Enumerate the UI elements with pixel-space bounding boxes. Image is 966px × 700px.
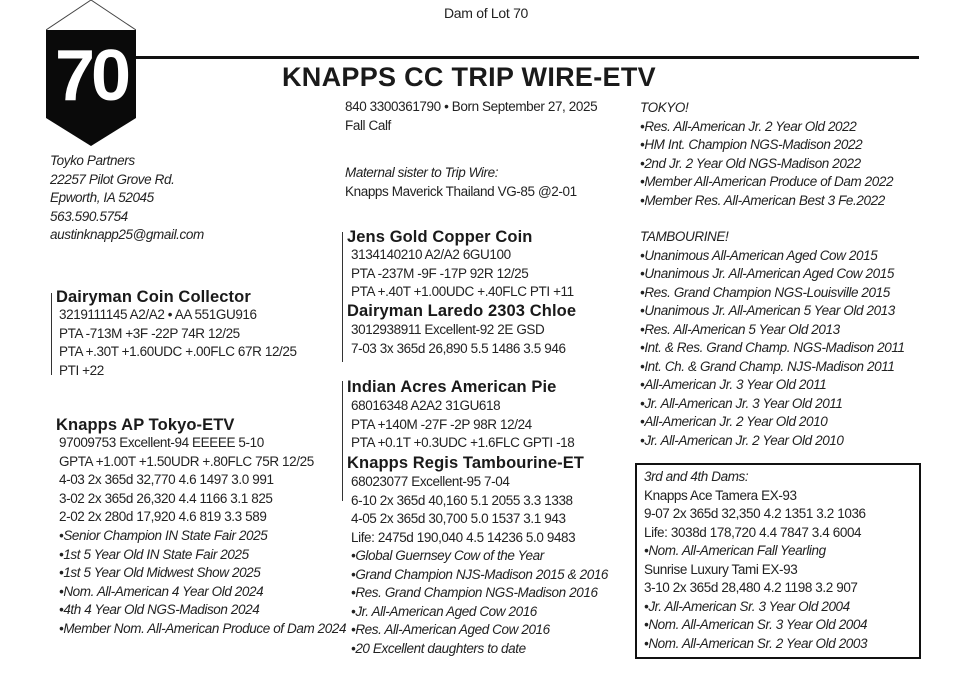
registration-born: 840 3300361790 • Born September 27, 2025 <box>345 99 598 114</box>
dam-dam-honor: •20 Excellent daughters to date <box>351 640 526 656</box>
fourth-dam-honor: •Nom. All-American Sr. 3 Year Old 2004 <box>644 617 868 632</box>
sire-sire-name: Jens Gold Copper Coin <box>347 228 533 246</box>
dam-dam-honor: •Res. All-American Aged Cow 2016 <box>351 622 550 637</box>
tambourine-item: •All-American Jr. 3 Year Old 2011 <box>640 377 827 392</box>
dam-sire-line: PTA +0.1T +0.3UDC +1.6FLC GPTI -18 <box>351 435 575 450</box>
dam-sire-name: Indian Acres American Pie <box>347 378 557 396</box>
dam-dam-honor: •Res. Grand Champion NGS-Madison 2016 <box>351 585 598 600</box>
dam-honor: •Senior Champion IN State Fair 2025 <box>59 528 268 543</box>
dam-dam-line: 6-10 2x 365d 40,160 5.1 2055 3.3 1338 <box>351 492 573 508</box>
sire-side-bracket <box>342 232 343 362</box>
third-fourth-dams <box>644 468 867 653</box>
tambourine-item: •Jr. All-American Jr. 3 Year Old 2011 <box>640 395 843 411</box>
sire-dam-details <box>351 321 566 358</box>
sire-sire-line: 3134140210 A2/A2 6GU100 <box>351 247 511 262</box>
tokyo-item: •Member Res. All-American Best 3 Fe.2022 <box>640 192 885 208</box>
tambourine-item: •Unanimous All-American Aged Cow 2015 <box>640 247 878 263</box>
dam-line: 97009753 Excellent-94 EEEEE 5-10 <box>59 435 264 450</box>
tambourine-item: •Int. Ch. & Grand Champ. NJS-Madison 2011 <box>640 358 895 374</box>
tokyo-item: •Member All-American Produce of Dam 2022 <box>640 174 894 189</box>
dam-line: GPTA +1.00T +1.50UDR +.80FLC 75R 12/25 <box>59 453 314 469</box>
third-dam-honor: •Nom. All-American Fall Yearling <box>644 543 826 558</box>
dam-line: 2-02 2x 280d 17,920 4.6 819 3.3 589 <box>59 509 267 524</box>
tambourine-heading: TAMBOURINE! <box>640 229 729 244</box>
dam-sire-line: PTA +140M -27F -2P 98R 12/24 <box>351 416 532 432</box>
tambourine-item: •Jr. All-American Jr. 2 Year Old 2010 <box>640 432 844 448</box>
owner-city: Epworth, IA 52045 <box>50 190 154 205</box>
animal-info <box>345 98 597 135</box>
dam-honor: •4th 4 Year Old NGS-Madison 2024 <box>59 602 260 617</box>
tambourine-item: •Unanimous Jr. All-American Aged Cow 2015 <box>640 266 894 281</box>
sire-details <box>59 306 297 380</box>
owner-email: austinknapp25@gmail.com <box>50 227 204 242</box>
animal-class: Fall Calf <box>345 117 391 133</box>
sire-line: PTI +22 <box>59 362 104 378</box>
sire-sire-line: PTA +.40T +1.00UDC +.40FLC PTI +11 <box>351 284 574 299</box>
owner-block <box>50 152 204 245</box>
sire-line: PTA +.30T +1.60UDC +.00FLC 67R 12/25 <box>59 344 297 359</box>
sire-dam-line: 7-03 3x 365d 26,890 5.5 1486 3.5 946 <box>351 340 566 356</box>
tambourine-honors <box>640 228 905 450</box>
third-dam-line: 9-07 2x 365d 32,350 4.2 1351 3.2 1036 <box>644 506 866 521</box>
dam-dam-honor: •Jr. All-American Aged Cow 2016 <box>351 603 537 619</box>
dam-sire-details <box>351 397 574 453</box>
dam-dam-line: 4-05 2x 365d 30,700 5.0 1537 3.1 943 <box>351 511 566 526</box>
tokyo-heading: TOKYO! <box>640 100 689 115</box>
title-rule <box>136 56 919 59</box>
tambourine-item: •Res. Grand Champion NGS-Louisville 2015 <box>640 284 890 300</box>
sire-sire-line: PTA -237M -9F -17P 92R 12/25 <box>351 265 529 281</box>
dam-honor: •Nom. All-American 4 Year Old 2024 <box>59 583 264 599</box>
dam-honor: •1st 5 Year Old IN State Fair 2025 <box>59 546 249 562</box>
tokyo-item: •Res. All-American Jr. 2 Year Old 2022 <box>640 118 857 134</box>
dam-dam-name: Knapps Regis Tambourine-ET <box>347 454 584 472</box>
dam-honor: •Member Nom. All-American Produce of Dam 2024 <box>59 620 347 636</box>
sire-line: PTA -713M +3F -22P 74R 12/25 <box>59 325 240 341</box>
dam-dam-honors <box>351 547 608 658</box>
dam-side-bracket <box>342 381 343 501</box>
tokyo-item: •2nd Jr. 2 Year Old NGS-Madison 2022 <box>640 155 861 171</box>
maternal-note-value: Knapps Maverick Thailand VG-85 @2-01 <box>345 183 577 199</box>
dam-details <box>59 434 314 527</box>
tambourine-item: •Unanimous Jr. All-American 5 Year Old 2013 <box>640 303 895 318</box>
tokyo-item: •HM Int. Champion NGS-Madison 2022 <box>640 137 863 152</box>
owner-address: 22257 Pilot Grove Rd. <box>50 171 175 187</box>
sire-dam-line: 3012938911 Excellent-92 2E GSD <box>351 322 545 337</box>
dam-dam-honor: •Global Guernsey Cow of the Year <box>351 548 544 563</box>
owner-name: Toyko Partners <box>50 153 135 168</box>
dam-dam-line: Life: 2475d 190,040 4.5 14236 5.0 9483 <box>351 529 576 545</box>
animal-title: KNAPPS CC TRIP WIRE-ETV <box>282 62 656 92</box>
dam-line: 3-02 2x 365d 26,320 4.4 1166 3.1 825 <box>59 490 273 506</box>
maternal-note <box>345 164 577 201</box>
third-dam-name: Knapps Ace Tamera EX-93 <box>644 487 797 503</box>
sire-line: 3219111145 A2/A2 • AA 551GU916 <box>59 307 257 322</box>
dam-of-lot-note: Dam of Lot 70 <box>444 5 529 21</box>
dam-dam-honor: •Grand Champion NJS-Madison 2015 & 2016 <box>351 566 609 582</box>
third-dam-line: Life: 3038d 178,720 4.4 7847 3.4 6004 <box>644 524 862 540</box>
fourth-dam-name: Sunrise Luxury Tami EX-93 <box>644 561 798 577</box>
lot-number: 70 <box>54 36 128 116</box>
dams-box-heading: 3rd and 4th Dams: <box>644 469 749 484</box>
dam-dam-details <box>351 473 575 547</box>
sire-bracket <box>51 293 52 375</box>
maternal-note-label: Maternal sister to Trip Wire: <box>345 165 499 180</box>
sire-sire-details <box>351 246 574 302</box>
owner-phone: 563.590.5754 <box>50 208 128 224</box>
fourth-dam-honor: •Jr. All-American Sr. 3 Year Old 2004 <box>644 598 850 614</box>
dam-dam-line: 68023077 Excellent-95 7-04 <box>351 474 510 489</box>
dam-sire-line: 68016348 A2A2 31GU618 <box>351 398 501 413</box>
tambourine-item: •Res. All-American 5 Year Old 2013 <box>640 321 840 337</box>
fourth-dam-line: 3-10 2x 365d 28,480 4.2 1198 3.2 907 <box>644 580 858 595</box>
dam-name: Knapps AP Tokyo-ETV <box>56 416 235 434</box>
tambourine-item: •All-American Jr. 2 Year Old 2010 <box>640 414 828 429</box>
sire-name: Dairyman Coin Collector <box>56 288 251 306</box>
dam-honor: •1st 5 Year Old Midwest Show 2025 <box>59 565 261 580</box>
dam-honors <box>59 527 346 638</box>
tambourine-item: •Int. & Res. Grand Champ. NGS-Madison 2011 <box>640 340 905 355</box>
sire-dam-name: Dairyman Laredo 2303 Chloe <box>347 302 577 320</box>
tokyo-honors <box>640 99 893 210</box>
fourth-dam-honor: •Nom. All-American Sr. 2 Year Old 2003 <box>644 635 868 651</box>
dam-line: 4-03 2x 365d 32,770 4.6 1497 3.0 991 <box>59 472 274 487</box>
